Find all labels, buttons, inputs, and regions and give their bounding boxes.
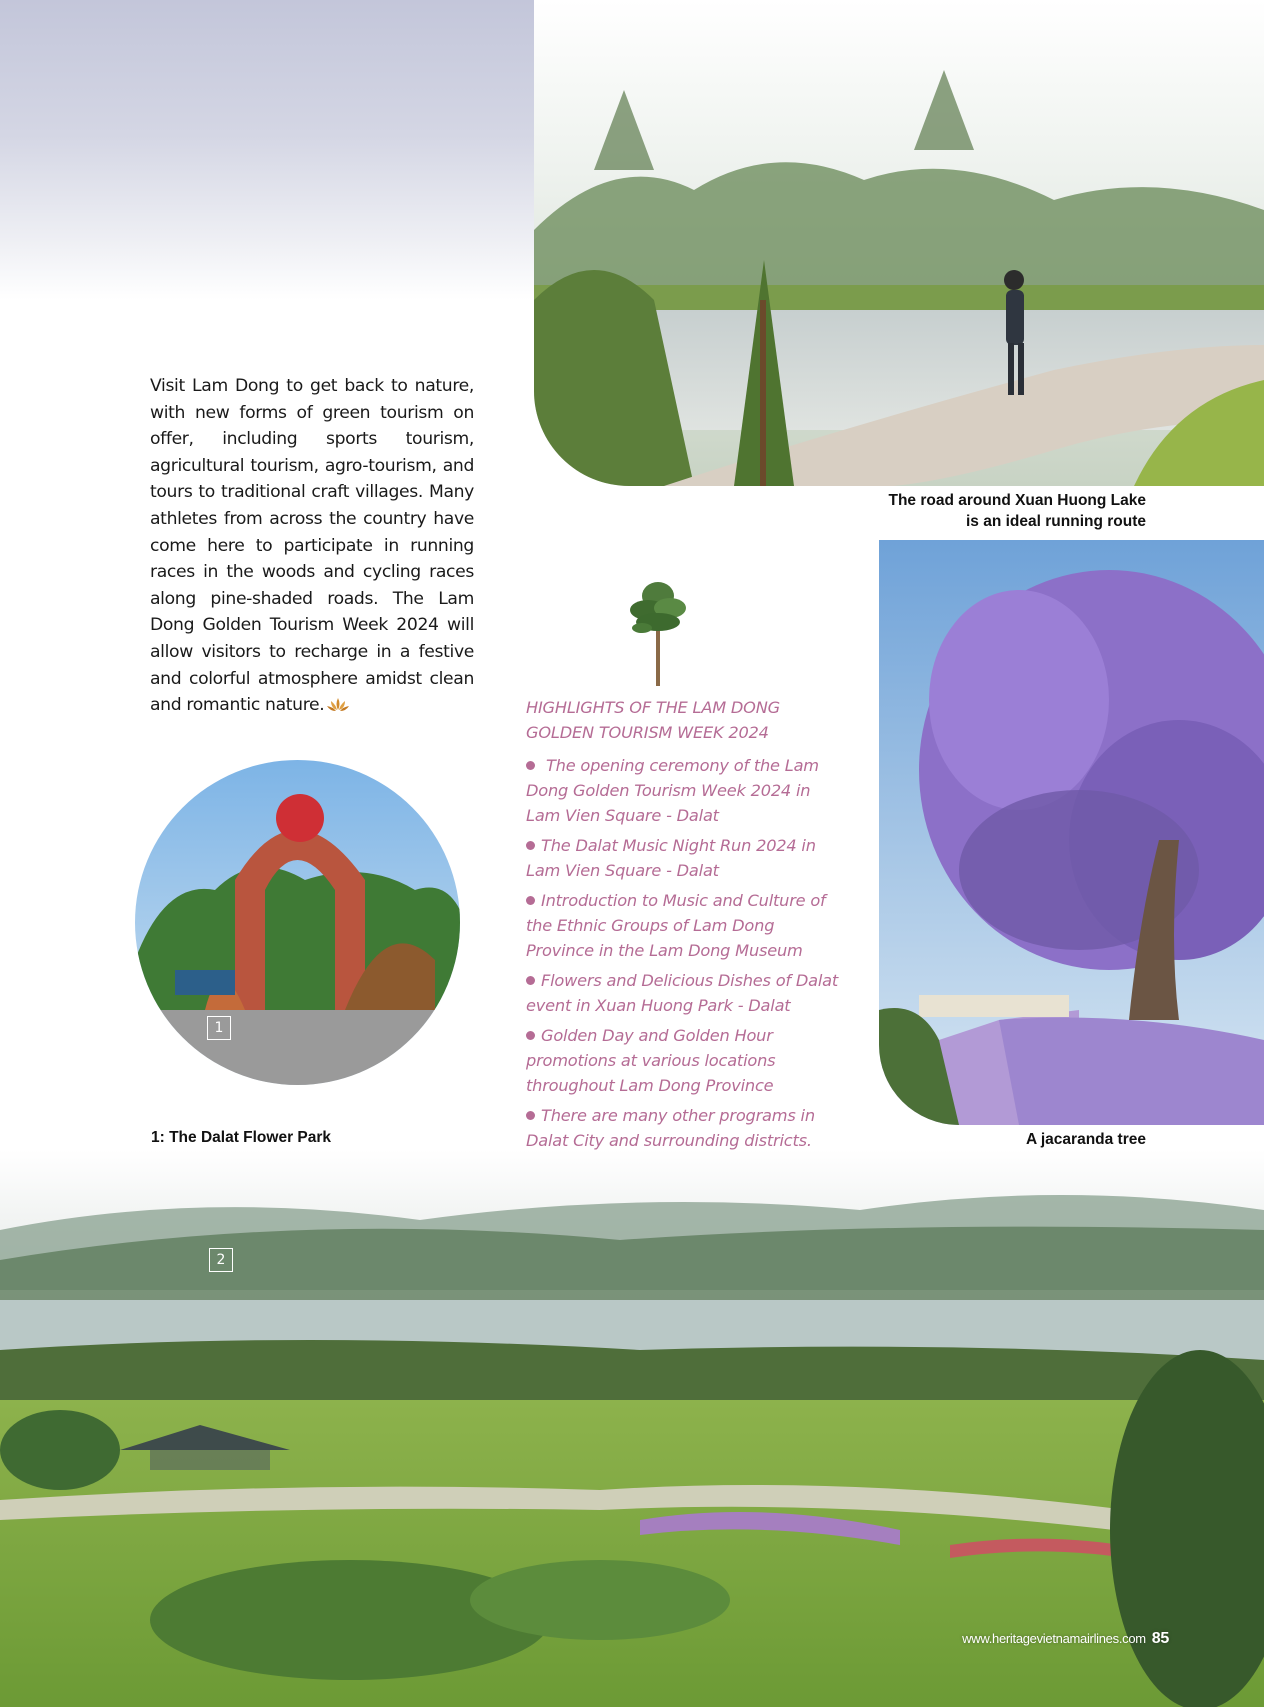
photo-jacaranda <box>879 540 1264 1125</box>
top-gradient-block <box>0 0 534 300</box>
highlight-item <box>526 753 846 828</box>
photo-number-badge: 2 <box>209 1248 233 1272</box>
highlight-text: Flowers and Delicious Dishes of Dalat event in Xuan Huong Park - Dalat <box>526 971 838 1015</box>
caption-running-route <box>800 490 1146 532</box>
highlight-text: Golden Day and Golden Hour promotions at various locations throughout Lam Dong Province <box>526 1026 776 1095</box>
photo-flower-park <box>135 760 460 1085</box>
intro-text: Visit Lam Dong to get back to nature, with new forms of green tourism on offer, including sports tourism, agricultural tourism, agro-tourism, and tours to traditional craft villages. Many athletes from across the country have come here to participate in running races in the woods and cycling races along pine-shaded roads. The Lam Dong Golden Tourism Week 2024 will allow visitors to recharge in a festive and colorful atmosphere amidst clean and romantic nature. <box>150 376 474 716</box>
photo-friendship-park <box>0 1150 1264 1707</box>
intro-paragraph <box>150 373 474 721</box>
page-number: 85 <box>1151 1630 1169 1647</box>
page-footer <box>962 1630 1169 1648</box>
caption-line: is an ideal running route <box>966 513 1146 530</box>
caption-line: 1: The Dalat Flower Park <box>151 1129 332 1146</box>
bullet-icon <box>526 1031 535 1040</box>
highlight-text: The Dalat Music Night Run 2024 in Lam Vien Square - Dalat <box>526 836 816 880</box>
bullet-icon <box>526 976 535 985</box>
highlights-box <box>526 695 846 1158</box>
lotus-icon <box>326 694 350 721</box>
photo-number-badge: 1 <box>207 1016 231 1040</box>
highlight-text: The opening ceremony of the Lam Dong Golden Tourism Week 2024 in Lam Vien Square - Dalat <box>526 756 819 825</box>
highlight-text: Introduction to Music and Culture of the Ethnic Groups of Lam Dong Province in the Lam Dong Museum <box>526 891 826 960</box>
bullet-icon <box>526 1111 535 1120</box>
caption-line: A jacaranda tree <box>1025 1131 1146 1148</box>
highlight-item <box>526 1023 846 1098</box>
highlights-title: HIGHLIGHTS OF THE LAM DONG GOLDEN TOURISM WEEK 2024 <box>526 698 780 742</box>
highlight-text: There are many other programs in Dalat City and surrounding districts. <box>526 1106 815 1150</box>
bullet-icon <box>526 896 535 905</box>
pine-tree-icon <box>618 578 698 686</box>
caption-line: The road around Xuan Huong Lake <box>888 492 1146 509</box>
highlight-item <box>526 1103 846 1153</box>
highlight-item <box>526 888 846 963</box>
bullet-icon <box>526 841 535 850</box>
highlight-item <box>526 968 846 1018</box>
bullet-icon <box>526 761 535 770</box>
footer-url[interactable]: www.heritagevietnamairlines.com <box>962 1631 1146 1646</box>
highlight-item <box>526 833 846 883</box>
photo-running-route <box>534 0 1264 486</box>
